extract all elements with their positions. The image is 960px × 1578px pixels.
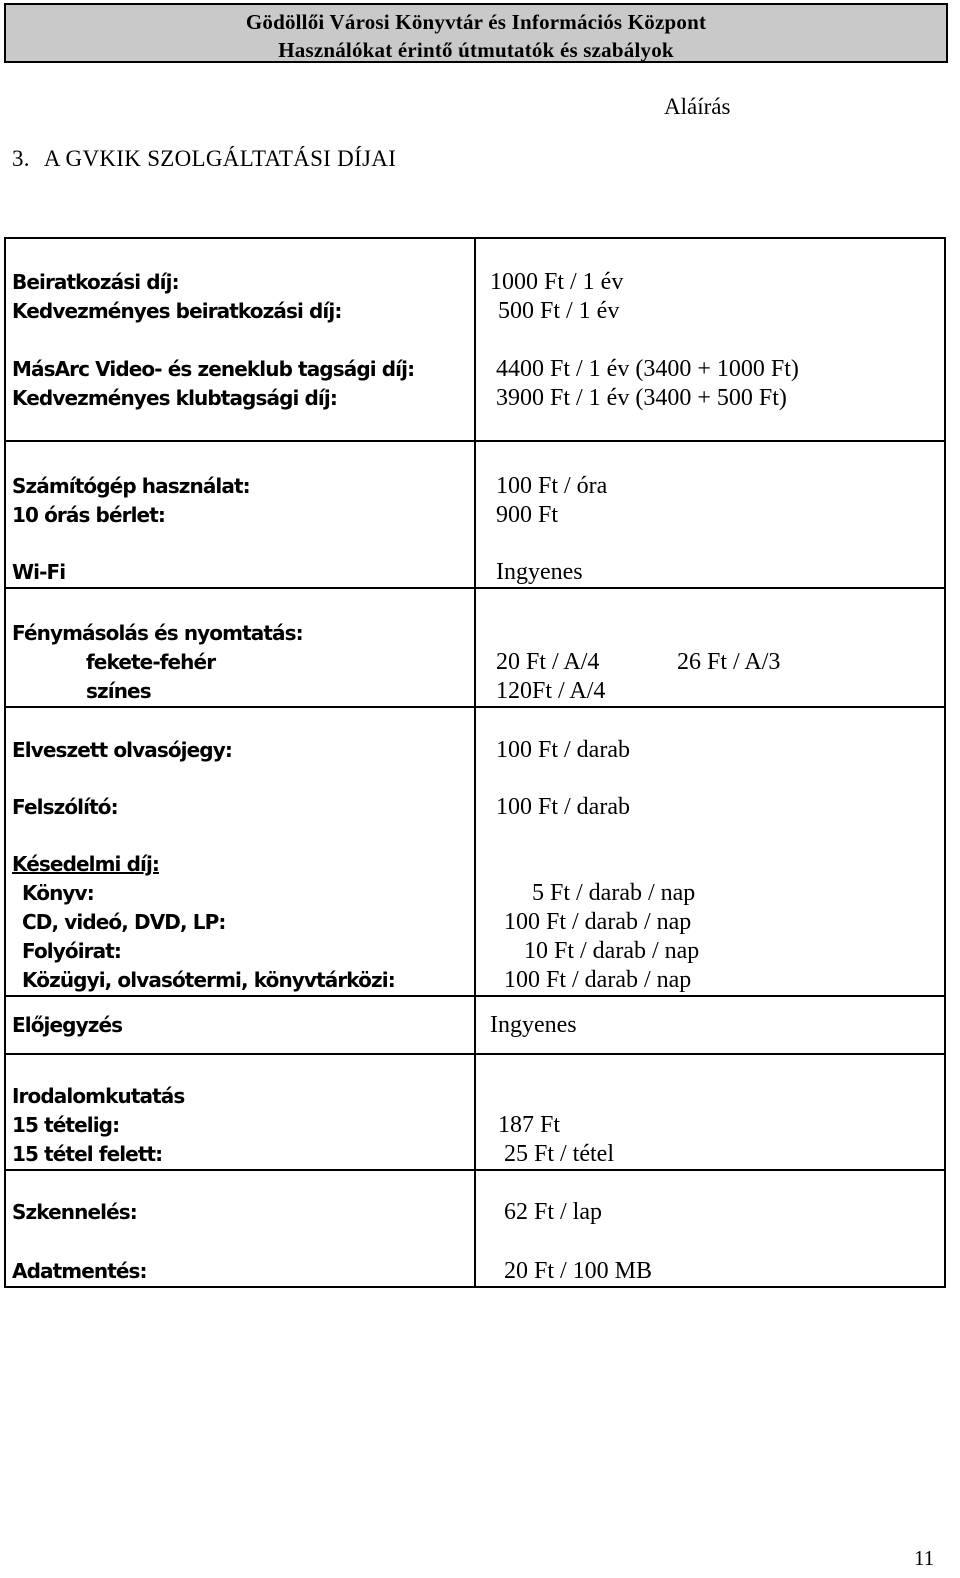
fee-value: 187 Ft (498, 1112, 561, 1138)
fee-label: fekete-fehér (86, 650, 216, 674)
fee-values-cell (475, 707, 945, 996)
fee-value: 25 Ft / tétel (504, 1141, 614, 1167)
fee-values-cell (475, 588, 945, 707)
fee-table (4, 237, 946, 1288)
header-institution: Gödöllői Városi Könyvtár és Információs Központ (245, 10, 707, 34)
fee-values-cell (475, 996, 945, 1054)
fee-value: Ingyenes (490, 1012, 577, 1038)
fee-row-computer (5, 441, 945, 588)
header-subtitle: Használókat érintő útmutatók és szabályok (278, 38, 674, 62)
fee-label: Fénymásolás és nyomtatás: (12, 621, 303, 645)
section-title (12, 146, 396, 172)
fee-label: Kedvezményes klubtagsági díj: (12, 386, 337, 410)
fee-values-cell (475, 1170, 945, 1287)
fee-row-scanning (5, 1170, 945, 1287)
fee-label: Számítógép használat: (12, 474, 250, 498)
fee-label: 15 tétel felett: (12, 1142, 163, 1166)
fee-value: 20 Ft / 100 MB (504, 1258, 653, 1284)
signature-label: Aláírás (664, 94, 731, 119)
fee-value: 100 Ft / darab (496, 794, 630, 820)
fee-value: 3900 Ft / 1 év (3400 + 500 Ft) (496, 385, 787, 411)
fee-label: Közügyi, olvasótermi, könyvtárközi: (22, 968, 395, 992)
fee-value: 100 Ft / darab / nap (504, 909, 692, 935)
fee-values-cell (475, 1054, 945, 1170)
section-title-text: A GVKIK SZOLGÁLTATÁSI DÍJAI (43, 146, 397, 171)
fee-value: 26 Ft / A/3 (677, 649, 781, 675)
fee-label: Irodalomkutatás (12, 1084, 185, 1108)
fee-value: 100 Ft / darab (496, 737, 630, 763)
fee-label: CD, videó, DVD, LP: (22, 910, 226, 934)
fee-label: 15 tételig: (12, 1113, 120, 1137)
fee-value: 120Ft / A/4 (496, 678, 606, 704)
fee-label: Folyóirat: (22, 939, 121, 963)
section-number: 3. (12, 146, 30, 171)
fee-values-cell (475, 238, 945, 441)
fee-value: 10 Ft / darab / nap (524, 938, 700, 964)
fee-label: Wi-Fi (12, 560, 66, 584)
fee-value: Ingyenes (496, 559, 583, 585)
fee-label: Szkennelés: (12, 1200, 137, 1224)
fee-labels-cell (5, 238, 475, 441)
fee-row-copying (5, 588, 945, 707)
fee-values-cell (475, 441, 945, 588)
fee-label: Beiratkozási díj: (12, 270, 179, 294)
fee-labels-cell (5, 996, 475, 1054)
fee-value: 100 Ft / darab / nap (504, 967, 692, 993)
fee-value: 1000 Ft / 1 év (490, 269, 624, 295)
fee-value: 5 Ft / darab / nap (532, 880, 696, 906)
document-header (4, 3, 948, 63)
fee-label: Késedelmi díj: (12, 852, 159, 876)
fee-value: 20 Ft / A/4 (496, 649, 600, 675)
fee-labels-cell (5, 588, 475, 707)
fee-value: 500 Ft / 1 év (498, 298, 620, 324)
fee-labels-cell (5, 1054, 475, 1170)
fee-labels-cell (5, 707, 475, 996)
fee-row-reservation (5, 996, 945, 1054)
fee-label: színes (86, 679, 151, 703)
fee-labels-cell (5, 441, 475, 588)
fee-label: 10 órás bérlet: (12, 503, 165, 527)
fee-value-pair (476, 648, 944, 677)
fee-row-latefees (5, 707, 945, 996)
page-number: 11 (914, 1546, 935, 1570)
fee-value: 4400 Ft / 1 év (3400 + 1000 Ft) (496, 356, 799, 382)
fee-label: MásArc Video- és zeneklub tagsági díj: (12, 357, 415, 381)
fee-label: Előjegyzés (12, 1013, 123, 1037)
fee-value: 62 Ft / lap (504, 1199, 603, 1225)
fee-label: Felszólító: (12, 795, 118, 819)
fee-value: 100 Ft / óra (496, 473, 608, 499)
fee-label: Adatmentés: (12, 1259, 147, 1283)
fee-label: Elveszett olvasójegy: (12, 738, 232, 762)
fee-row-membership (5, 238, 945, 441)
fee-label: Kedvezményes beiratkozási díj: (12, 299, 342, 323)
fee-value: 900 Ft (496, 502, 559, 528)
fee-label: Könyv: (22, 881, 94, 905)
fee-row-research (5, 1054, 945, 1170)
fee-labels-cell (5, 1170, 475, 1287)
